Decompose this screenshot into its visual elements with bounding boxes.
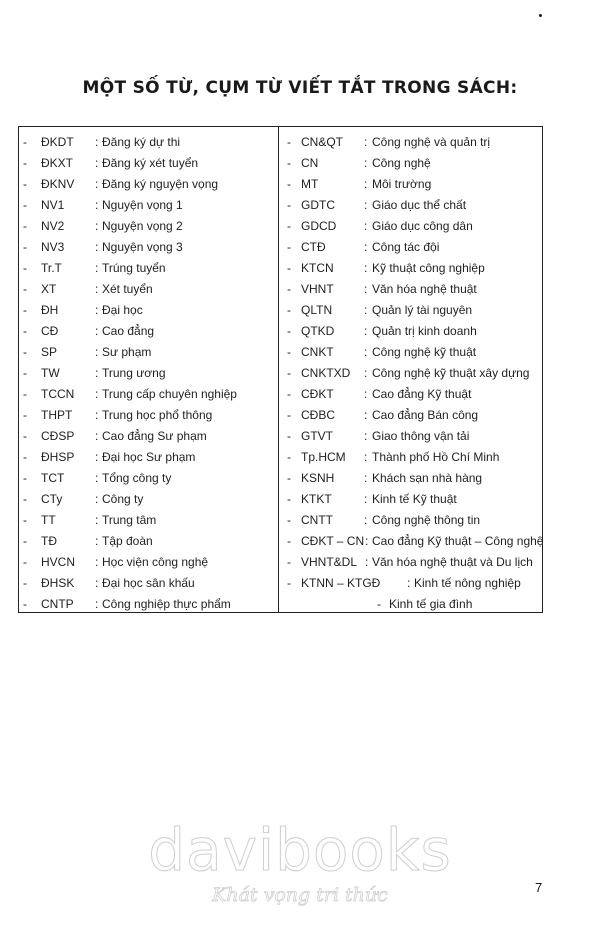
row-colon: : <box>364 429 368 443</box>
row-colon: : <box>95 597 99 611</box>
abbreviation-meaning: Nguyện vọng 1 <box>102 198 183 212</box>
abbreviation: GDCD <box>301 219 337 233</box>
abbreviation: NV2 <box>41 219 65 233</box>
abbreviation: VHNT&DL <box>301 555 358 569</box>
table-row <box>281 447 543 468</box>
abbreviation-meaning: Kỹ thuật công nghiệp <box>372 261 485 275</box>
abbreviation: TĐ <box>41 534 57 548</box>
abbreviation: CĐKT <box>301 387 334 401</box>
table-row <box>281 342 543 363</box>
abbreviation: KTKT <box>301 492 332 506</box>
abbreviation-table <box>18 126 543 613</box>
abbreviation-meaning: Văn hóa nghệ thuật <box>372 282 477 296</box>
abbreviation: Tr.T <box>41 261 62 275</box>
abbreviation: MT <box>301 177 319 191</box>
abbreviation-meaning: Thành phố Hồ Chí Minh <box>372 450 500 464</box>
watermark-brand: davibooks <box>148 816 452 884</box>
row-dash: - <box>23 471 27 485</box>
abbreviation-meaning: Đại học Sư phạm <box>102 450 196 464</box>
abbreviation-meaning: Học viện công nghệ <box>102 555 209 569</box>
abbreviation-meaning: Công nghệ kỹ thuật xây dựng <box>372 366 530 380</box>
row-dash: - <box>23 219 27 233</box>
row-colon: : <box>95 261 99 275</box>
abbreviation-meaning: Giao thông vận tải <box>372 429 470 443</box>
abbreviation: NV3 <box>41 240 65 254</box>
row-dash: - <box>23 135 27 149</box>
column-divider <box>278 127 279 612</box>
row-dash: - <box>287 156 291 170</box>
row-dash: - <box>23 177 27 191</box>
table-row <box>281 384 543 405</box>
row-dash: - <box>287 303 291 317</box>
abbreviation: CĐSP <box>41 429 75 443</box>
right-column <box>281 132 543 615</box>
abbreviation: NV1 <box>41 198 65 212</box>
abbreviation-meaning: Quản trị kinh doanh <box>372 324 477 338</box>
page-number: 7 <box>535 880 543 895</box>
row-colon: : <box>95 177 99 191</box>
abbreviation: XT <box>41 282 57 296</box>
row-colon: : <box>95 408 99 422</box>
table-row <box>19 216 277 237</box>
abbreviation: TT <box>41 513 56 527</box>
table-row <box>19 447 277 468</box>
abbreviation-meaning: Nguyện vọng 3 <box>102 240 183 254</box>
abbreviation-meaning: Đại học sân khấu <box>102 576 195 590</box>
abbreviation: CTy <box>41 492 63 506</box>
table-row <box>281 531 543 552</box>
row-dash: - <box>23 198 27 212</box>
table-row <box>19 363 277 384</box>
row-dash: - <box>23 555 27 569</box>
table-row <box>19 531 277 552</box>
table-row <box>281 279 543 300</box>
row-dash: - <box>23 450 27 464</box>
abbreviation-meaning: Công nghệ <box>372 156 431 170</box>
abbreviation-meaning: Công nghệ kỹ thuật <box>372 345 477 359</box>
table-row <box>281 510 543 531</box>
abbreviation-meaning: Giáo dục công dân <box>372 219 473 233</box>
table-row <box>19 405 277 426</box>
table-row <box>281 468 543 489</box>
row-dash: - <box>287 513 291 527</box>
abbreviation-meaning: Kinh tế gia đình <box>389 597 473 611</box>
abbreviation-meaning: Công nghiệp thực phẩm <box>102 597 231 611</box>
table-row <box>19 468 277 489</box>
row-colon: : <box>364 492 368 506</box>
row-dash: - <box>287 408 291 422</box>
abbreviation: KTNN – KTGĐ <box>301 576 381 590</box>
row-colon: : <box>95 156 99 170</box>
abbreviation: CĐBC <box>301 408 336 422</box>
row-colon: : <box>364 408 368 422</box>
left-column <box>19 132 277 615</box>
table-row <box>281 573 543 594</box>
row-colon: : <box>364 324 368 338</box>
abbreviation-meaning: Công ty <box>102 492 144 506</box>
row-colon: : <box>95 135 99 149</box>
abbreviation-meaning: Trung cấp chuyên nghiệp <box>102 387 237 401</box>
row-dash: - <box>287 576 291 590</box>
abbreviation-meaning: Công tác đội <box>372 240 440 254</box>
table-row <box>19 258 277 279</box>
row-dash: - <box>287 219 291 233</box>
row-colon: : <box>364 240 368 254</box>
row-dash: - <box>23 492 27 506</box>
row-colon: : <box>364 282 368 296</box>
abbreviation-meaning: Trung ương <box>102 366 166 380</box>
abbreviation-meaning: Cao đẳng Bán công <box>372 408 479 422</box>
row-colon: : <box>95 534 99 548</box>
row-colon: : <box>95 303 99 317</box>
abbreviation: VHNT <box>301 282 334 296</box>
row-colon: : <box>364 177 368 191</box>
row-colon: : <box>364 450 368 464</box>
row-dash: - <box>287 240 291 254</box>
table-row <box>19 426 277 447</box>
row-colon: : <box>95 219 99 233</box>
abbreviation: ĐKXT <box>41 156 74 170</box>
row-dash: - <box>23 408 27 422</box>
row-dash: - <box>287 492 291 506</box>
table-row <box>281 132 543 153</box>
abbreviation: THPT <box>41 408 73 422</box>
row-colon: : <box>364 198 368 212</box>
abbreviation: CNTP <box>41 597 74 611</box>
row-dash: - <box>23 597 27 611</box>
table-row <box>19 300 277 321</box>
abbreviation-meaning: Kinh tế nông nghiệp <box>414 576 521 590</box>
abbreviation-meaning: Sư phạm <box>102 345 152 359</box>
row-dash: - <box>287 555 291 569</box>
abbreviation: GDTC <box>301 198 335 212</box>
row-colon: : <box>364 387 368 401</box>
abbreviation: QLTN <box>301 303 333 317</box>
row-colon: : <box>365 555 369 569</box>
table-row <box>281 300 543 321</box>
abbreviation-meaning: Công nghệ thông tin <box>372 513 481 527</box>
row-dash: - <box>23 282 27 296</box>
table-row <box>281 195 543 216</box>
row-colon: : <box>364 219 368 233</box>
table-row <box>19 195 277 216</box>
table-row <box>281 405 543 426</box>
abbreviation-meaning: Nguyện vọng 2 <box>102 219 183 233</box>
table-row <box>281 363 543 384</box>
row-dash: - <box>287 198 291 212</box>
abbreviation: GTVT <box>301 429 333 443</box>
abbreviation-meaning: Khách sạn nhà hàng <box>372 471 483 485</box>
abbreviation-meaning: Công nghệ và quản trị <box>372 135 491 149</box>
abbreviation: ĐH <box>41 303 59 317</box>
abbreviation: ĐKDT <box>41 135 74 149</box>
abbreviation-meaning: Trúng tuyển <box>102 261 166 275</box>
abbreviation-meaning: Cao đẳng <box>102 324 155 338</box>
table-row <box>19 573 277 594</box>
row-colon: : <box>95 324 99 338</box>
table-row <box>19 510 277 531</box>
row-colon: : <box>95 387 99 401</box>
table-row <box>19 174 277 195</box>
row-colon: : <box>95 366 99 380</box>
page-speck <box>539 14 542 17</box>
row-colon: : <box>95 555 99 569</box>
abbreviation-meaning: Văn hóa nghệ thuật và Du lịch <box>372 555 533 569</box>
abbreviation-meaning: Trung tâm <box>102 513 157 527</box>
row-colon: : <box>95 471 99 485</box>
row-dash: - <box>23 387 27 401</box>
row-colon: : <box>364 156 368 170</box>
row-colon: : <box>364 135 368 149</box>
table-row <box>281 237 543 258</box>
row-colon: : <box>364 261 368 275</box>
table-row <box>281 258 543 279</box>
abbreviation-meaning: Tổng công ty <box>102 471 172 485</box>
row-colon: : <box>95 450 99 464</box>
abbreviation: ĐKNV <box>41 177 75 191</box>
table-row <box>281 489 543 510</box>
abbreviation-meaning: Cao đẳng Kỹ thuật – Công nghệ <box>372 534 544 548</box>
abbreviation: CĐ <box>41 324 59 338</box>
row-dash: - <box>287 366 291 380</box>
abbreviation-meaning: Trung học phổ thông <box>102 408 213 422</box>
row-dash: - <box>287 345 291 359</box>
table-row <box>19 279 277 300</box>
abbreviation: CNKTXD <box>301 366 351 380</box>
abbreviation-meaning: Cao đẳng Sư phạm <box>102 429 207 443</box>
abbreviation: KSNH <box>301 471 335 485</box>
abbreviation-meaning: Quản lý tài nguyên <box>372 303 473 317</box>
row-colon: : <box>364 471 368 485</box>
abbreviation: Tp.HCM <box>301 450 346 464</box>
table-row <box>281 153 543 174</box>
row-colon: : <box>95 198 99 212</box>
table-row <box>281 174 543 195</box>
table-row <box>281 216 543 237</box>
table-row <box>281 426 543 447</box>
abbreviation: ĐHSP <box>41 450 75 464</box>
row-dash: - <box>287 282 291 296</box>
abbreviation: ĐHSK <box>41 576 75 590</box>
table-row <box>19 552 277 573</box>
row-dash: - <box>23 366 27 380</box>
abbreviation-meaning: Đăng ký dự thi <box>102 135 181 149</box>
row-dash: - <box>23 345 27 359</box>
row-colon: : <box>95 513 99 527</box>
row-dash: - <box>23 534 27 548</box>
abbreviation-meaning: Đại học <box>102 303 143 317</box>
row-dash: - <box>287 429 291 443</box>
abbreviation-meaning: Giáo dục thể chất <box>372 198 467 212</box>
row-colon: : <box>364 366 368 380</box>
row-colon: : <box>364 303 368 317</box>
abbreviation: KTCN <box>301 261 334 275</box>
abbreviation-meaning: Môi trường <box>372 177 432 191</box>
row-colon: : <box>95 429 99 443</box>
table-row <box>19 153 277 174</box>
abbreviation: CNKT <box>301 345 334 359</box>
abbreviation-meaning: Kinh tế Kỹ thuật <box>372 492 457 506</box>
abbreviation: SP <box>41 345 58 359</box>
row-dash: - <box>287 177 291 191</box>
row-dash: - <box>23 261 27 275</box>
abbreviation: HVCN <box>41 555 76 569</box>
row-colon: : <box>95 492 99 506</box>
abbreviation: TCT <box>41 471 65 485</box>
table-row <box>281 321 543 342</box>
row-dash: - <box>287 534 291 548</box>
watermark-tagline: Khát vọng tri thức <box>212 884 388 906</box>
row-dash: - <box>287 261 291 275</box>
row-colon: : <box>364 513 368 527</box>
table-row <box>281 552 543 573</box>
abbreviation-meaning: Tập đoàn <box>102 534 153 548</box>
row-colon: : <box>95 345 99 359</box>
row-colon: : <box>407 576 411 590</box>
row-colon: : <box>95 282 99 296</box>
table-row <box>19 342 277 363</box>
abbreviation: TCCN <box>41 387 75 401</box>
row-dash: - <box>23 429 27 443</box>
row-dash: - <box>287 471 291 485</box>
abbreviation-meaning: Xét tuyển <box>102 282 153 296</box>
row-dash: - <box>23 303 27 317</box>
row-colon: : <box>365 534 369 548</box>
table-row <box>19 321 277 342</box>
row-dash: - <box>23 324 27 338</box>
row-dash: - <box>287 387 291 401</box>
abbreviation: CTĐ <box>301 240 326 254</box>
abbreviation: CNTT <box>301 513 333 527</box>
table-row <box>19 132 277 153</box>
table-row-continuation <box>281 594 543 615</box>
row-dash: - <box>287 135 291 149</box>
table-row <box>19 237 277 258</box>
table-row <box>19 594 277 615</box>
table-row <box>19 489 277 510</box>
row-colon: : <box>364 345 368 359</box>
page-title: MỘT SỐ TỪ, CỤM TỪ VIẾT TẮT TRONG SÁCH: <box>82 78 518 98</box>
row-dash: - <box>23 156 27 170</box>
row-dash: - <box>23 576 27 590</box>
row-dash: - <box>377 597 381 611</box>
row-colon: : <box>95 240 99 254</box>
abbreviation: QTKD <box>301 324 335 338</box>
abbreviation: TW <box>41 366 60 380</box>
abbreviation: CN&QT <box>301 135 343 149</box>
table-row <box>19 384 277 405</box>
row-dash: - <box>23 240 27 254</box>
abbreviation-meaning: Cao đẳng Kỹ thuật <box>372 387 472 401</box>
abbreviation: CĐKT – CN <box>301 534 365 548</box>
row-dash: - <box>287 450 291 464</box>
abbreviation-meaning: Đăng ký nguyện vọng <box>102 177 219 191</box>
row-dash: - <box>287 324 291 338</box>
row-colon: : <box>95 576 99 590</box>
abbreviation-meaning: Đăng ký xét tuyển <box>102 156 199 170</box>
row-dash: - <box>23 513 27 527</box>
abbreviation: CN <box>301 156 319 170</box>
